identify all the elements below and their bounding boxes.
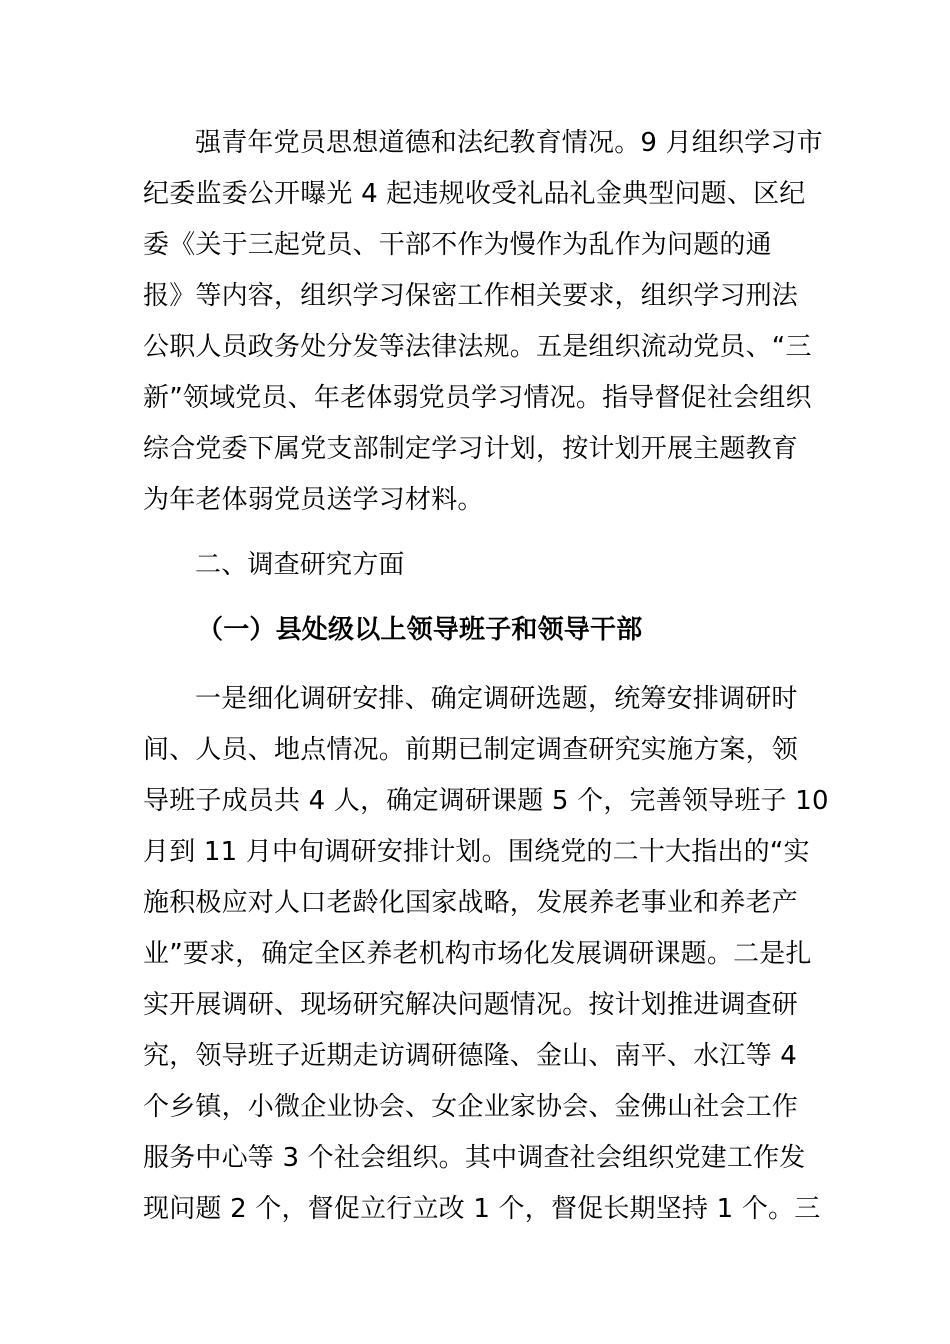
text-line: 个乡镇，小微企业协会、女企业家协会、金佛山社会工作	[143, 1092, 799, 1122]
subsection-heading: （一）县处级以上领导班子和领导干部	[197, 615, 643, 645]
text-line: 公职人员政务处分发等法律法规。五是组织流动党员、“三	[143, 332, 812, 362]
text-line: 导班子成员共 4 人，确定调研课题 5 个，完善领导班子 10	[143, 786, 829, 816]
text-line: 一是细化调研安排、确定调研选题，统筹安排调研时	[195, 684, 798, 714]
text-line: 综合党委下属党支部制定学习计划，按计划开展主题教育	[143, 434, 799, 464]
text-line: 实开展调研、现场研究解决问题情况。按计划推进调查研	[143, 990, 799, 1020]
text-line: 现问题 2 个，督促立行立改 1 个，督促长期坚持 1 个。三	[143, 1194, 821, 1224]
text-line: 月到 11 月中旬调研安排计划。围绕党的二十大指出的“实	[143, 837, 810, 867]
text-line: 施积极应对人口老龄化国家战略，发展养老事业和养老产	[143, 888, 799, 918]
text-line: 报》等内容，组织学习保密工作相关要求，组织学习刑法	[143, 281, 799, 311]
text-line: 间、人员、地点情况。前期已制定调查研究实施方案，领	[143, 735, 799, 765]
text-line: 服务中心等 3 个社会组织。其中调查社会组织党建工作发	[143, 1143, 806, 1173]
text-line: 究，领导班子近期走访调研德隆、金山、南平、水江等 4	[143, 1041, 798, 1071]
text-line: 强青年党员思想道德和法纪教育情况。9 月组织学习市	[195, 128, 823, 158]
section-heading: 二、调查研究方面	[195, 550, 405, 580]
text-line: 为年老体弱党员送学习材料。	[143, 485, 484, 515]
text-line: 委《关于三起党员、干部不作为慢作为乱作为问题的通	[143, 230, 772, 260]
text-line: 业”要求，确定全区养老机构市场化发展调研课题。二是扎	[143, 939, 812, 969]
text-line: 纪委监委公开曝光 4 起违规收受礼品礼金典型问题、区纪	[143, 179, 806, 209]
text-line: 新”领域党员、年老体弱党员学习情况。指导督促社会组织	[143, 383, 812, 413]
